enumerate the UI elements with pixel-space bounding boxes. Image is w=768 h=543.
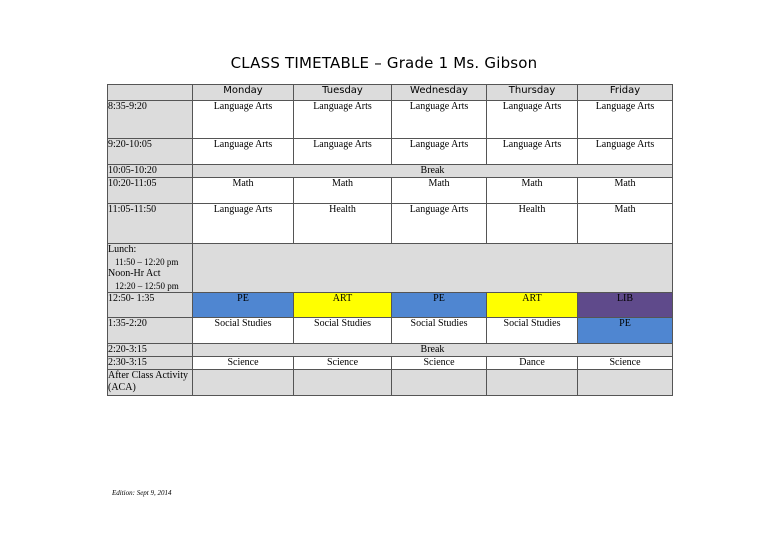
pe-cell: PE [392,293,487,318]
lunch-cell [108,244,193,293]
time-cell: 10:20-11:05 [108,178,193,204]
time-cell: 2:20-3:15 [108,344,193,357]
time-cell: 2:30-3:15 [108,357,193,370]
class-cell: Social Studies [487,318,578,344]
time-cell: 12:50- 1:35 [108,293,193,318]
class-cell: Social Studies [294,318,392,344]
day-header-tuesday: Tuesday [294,85,392,101]
time-cell: 9:20-10:05 [108,139,193,165]
table-row [108,244,673,293]
class-cell: Language Arts [392,139,487,165]
class-cell: Language Arts [193,139,294,165]
art-cell: ART [294,293,392,318]
table-row [108,293,673,318]
time-cell: 11:05-11:50 [108,204,193,244]
class-cell: Language Arts [578,101,673,139]
class-cell: Science [392,357,487,370]
aca-cell: After Class Activity (ACA) [108,370,193,396]
day-header-wednesday: Wednesday [392,85,487,101]
art-cell: ART [487,293,578,318]
break-cell: Break [193,344,673,357]
class-cell: Language Arts [578,139,673,165]
empty-cell [487,370,578,396]
class-cell: Language Arts [193,204,294,244]
table-row [108,344,673,357]
class-cell: Language Arts [487,101,578,139]
lunch-time: 11:50 – 12:20 pm [115,257,179,267]
class-cell: Language Arts [294,101,392,139]
class-cell: Math [578,178,673,204]
class-cell: Social Studies [392,318,487,344]
class-cell: Health [294,204,392,244]
pe-cell: PE [578,318,673,344]
table-row [108,204,673,244]
empty-cell [392,370,487,396]
day-header-thursday: Thursday [487,85,578,101]
lib-cell: LIB [578,293,673,318]
table-row [108,357,673,370]
time-cell: 8:35-9:20 [108,101,193,139]
table-row [108,101,673,139]
class-cell: Math [392,178,487,204]
class-cell: Math [193,178,294,204]
lunch-label: Lunch: [108,244,137,255]
class-cell: Language Arts [392,101,487,139]
break-cell: Break [193,165,673,178]
time-cell: 1:35-2:20 [108,318,193,344]
time-cell: 10:05-10:20 [108,165,193,178]
class-cell: Health [487,204,578,244]
table-row [108,318,673,344]
class-cell: Social Studies [193,318,294,344]
day-header-monday: Monday [193,85,294,101]
table-row [108,370,673,396]
class-cell: Science [578,357,673,370]
class-cell: Language Arts [294,139,392,165]
table-row [108,165,673,178]
table-row [108,178,673,204]
day-header-friday: Friday [578,85,673,101]
class-cell: Language Arts [487,139,578,165]
class-cell: Dance [487,357,578,370]
timetable [107,84,673,396]
noon-time: 12:20 – 12:50 pm [115,281,179,291]
class-cell: Math [487,178,578,204]
table-row [108,139,673,165]
edition-note: Edition: Sept 9, 2014 [112,489,172,497]
empty-cell [193,370,294,396]
page-title: CLASS TIMETABLE – Grade 1 Ms. Gibson [230,54,538,72]
class-cell: Language Arts [193,101,294,139]
pe-cell: PE [193,293,294,318]
class-cell: Math [294,178,392,204]
corner-cell [108,85,193,101]
class-cell: Language Arts [392,204,487,244]
noon-label: Noon-Hr Act [108,268,161,279]
empty-cell [294,370,392,396]
lunch-span-cell [193,244,673,293]
class-cell: Science [294,357,392,370]
class-cell: Math [578,204,673,244]
class-cell: Science [193,357,294,370]
empty-cell [578,370,673,396]
header-row [108,85,673,101]
